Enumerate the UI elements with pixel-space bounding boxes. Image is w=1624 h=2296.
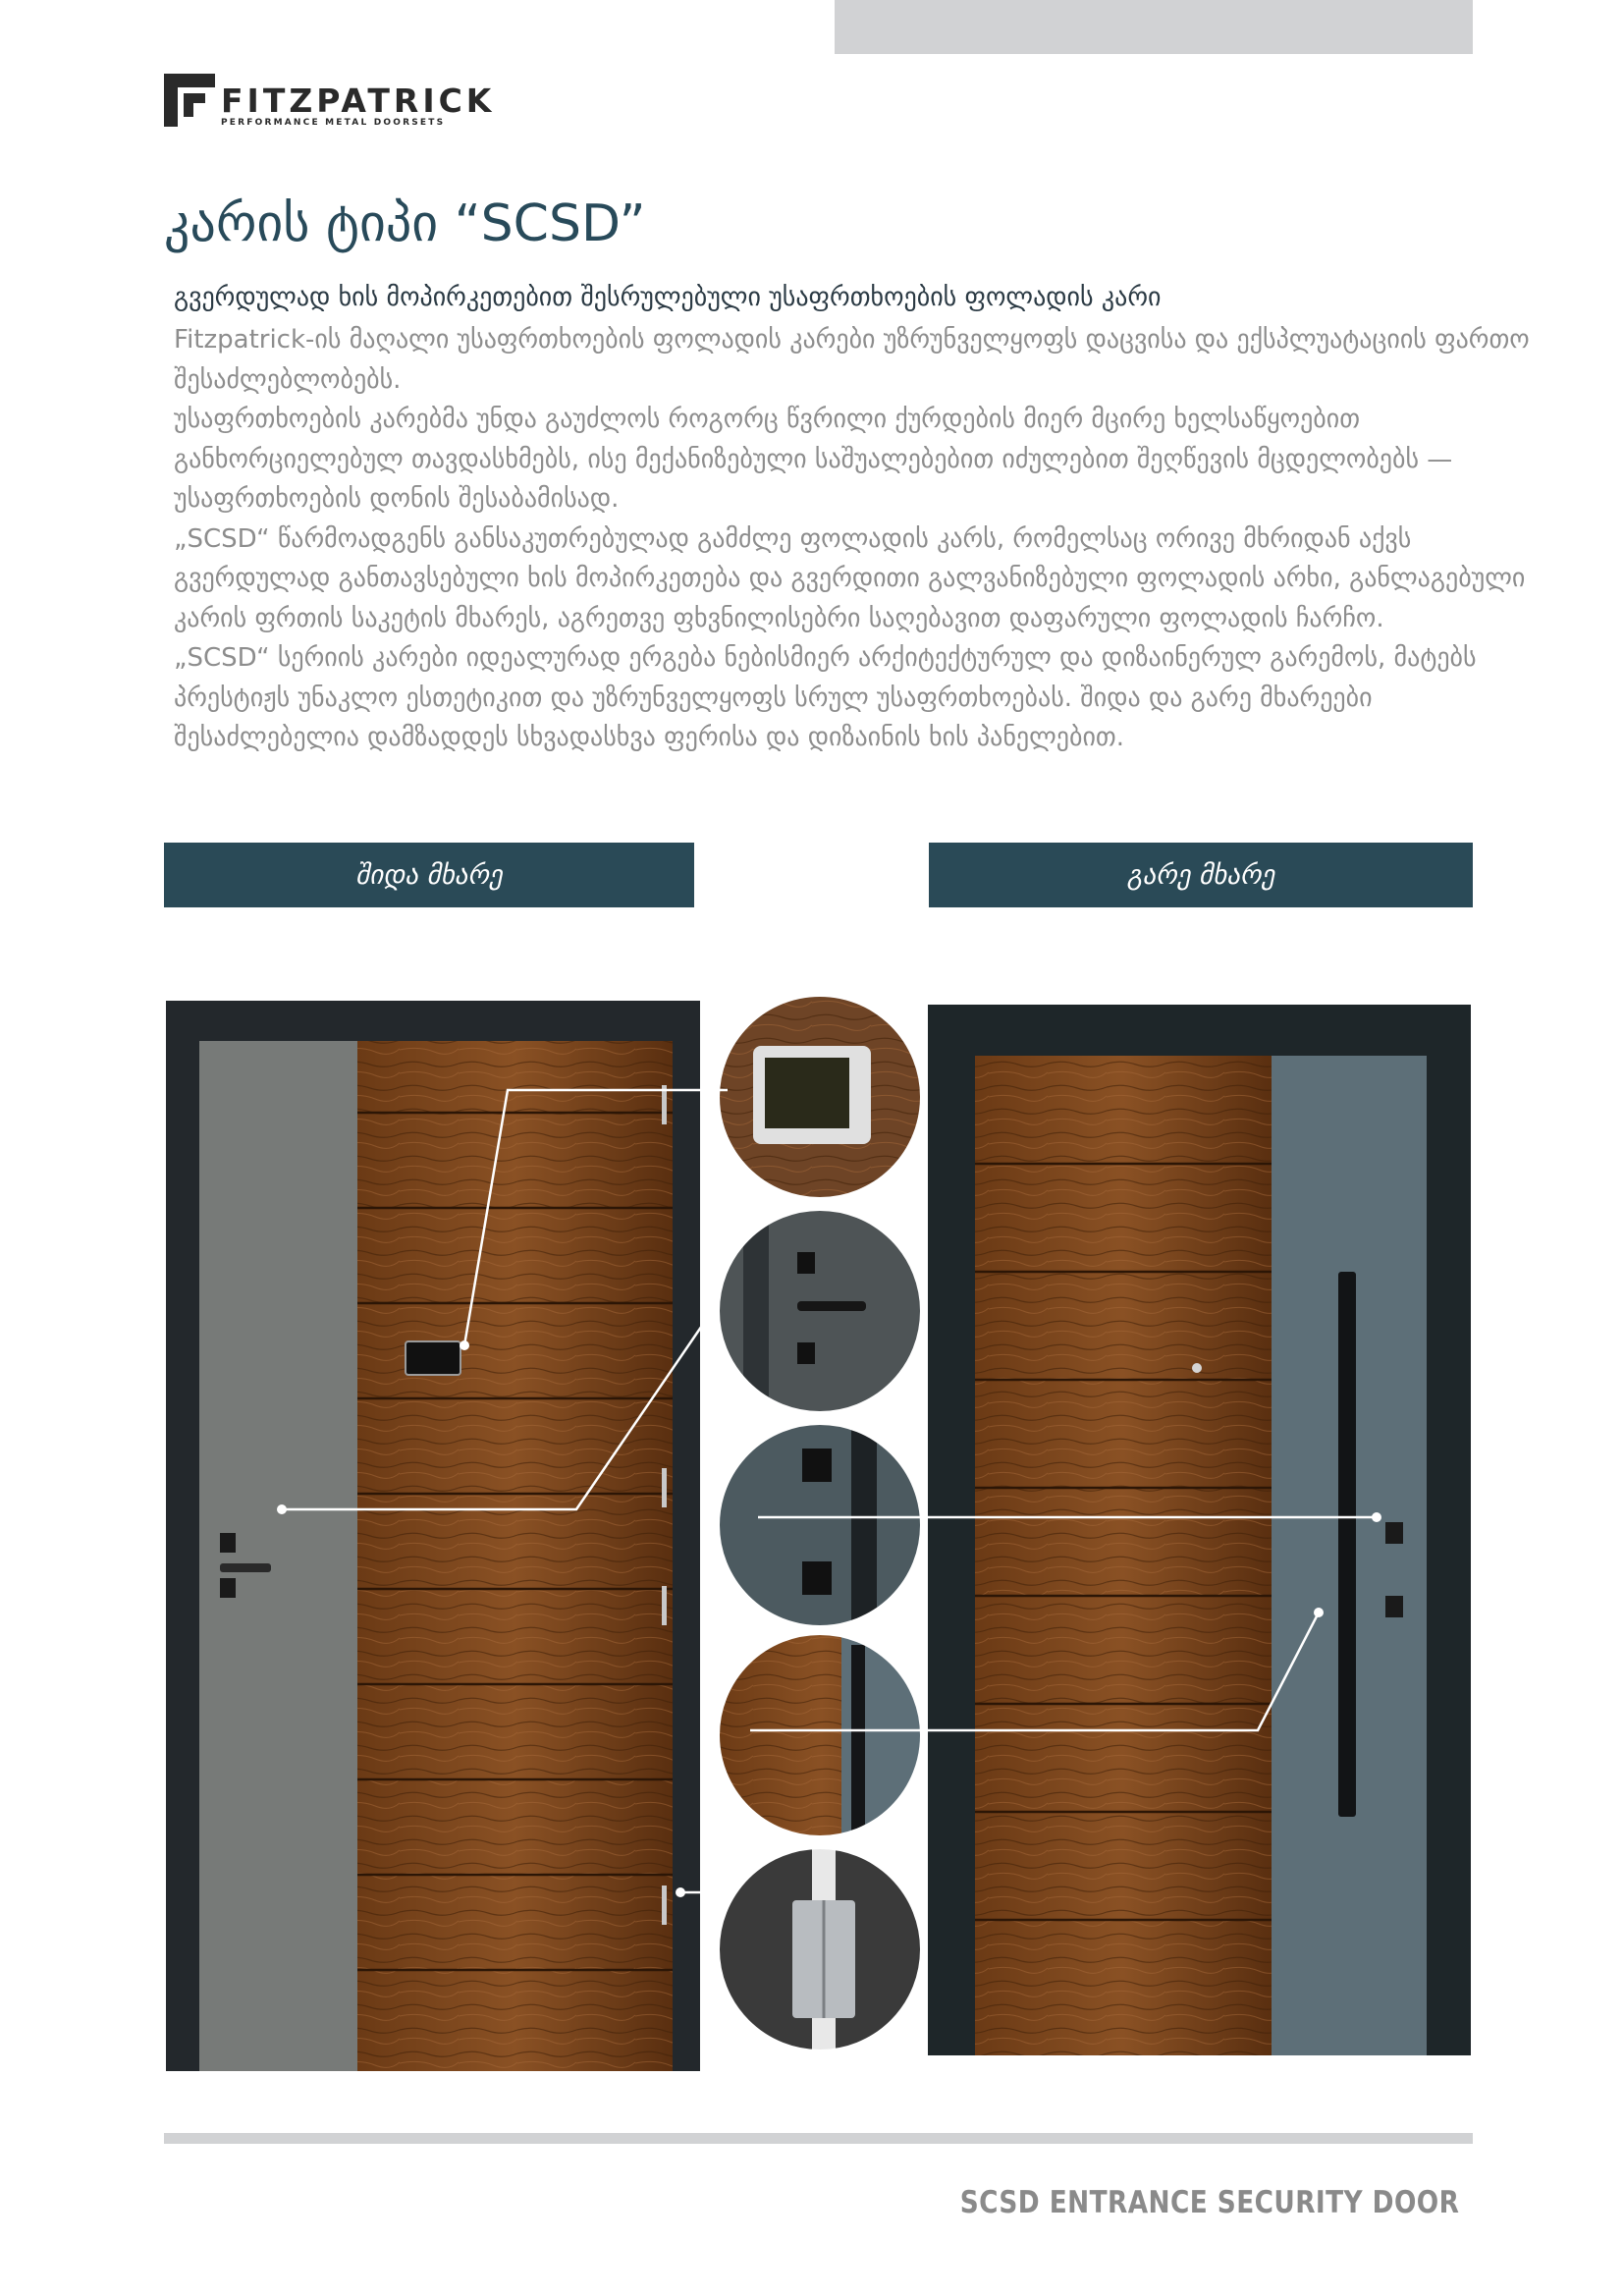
pull-handle-icon (1338, 1272, 1356, 1817)
door-product-photo (164, 987, 1473, 2087)
inside-side-label: შიდა მხარე (164, 843, 694, 907)
detail-circles (714, 987, 930, 2062)
lock-cylinder-icon (220, 1533, 236, 1553)
page-subtitle: გვერდულად ხის მოპირკეთებით შესრულებული უსაფრთხოების ფოლადის კარი (174, 283, 1162, 312)
door-handle-icon (220, 1563, 271, 1572)
brand-name: FITZPATRICK (221, 82, 496, 120)
bottom-rule (164, 2133, 1473, 2144)
footer-title: SCSD ENTRANCE SECURITY DOOR (959, 2185, 1459, 2220)
fitzpatrick-logo-icon (164, 74, 215, 127)
header-band (835, 0, 1473, 54)
paragraph: Fitzpatrick-ის მაღალი უსაფრთხოების ფოლადის კარები უზრუნველყოფს დაცვისა და ექსპლუატაციის ფართო შესაძლებლობებს. (174, 325, 1530, 395)
brand-tagline: PERFORMANCE METAL DOORSETS (221, 118, 446, 128)
peephole-icon (1192, 1363, 1202, 1373)
page-title: კარის ტიპი “SCSD” (164, 194, 646, 253)
outside-side-label: გარე მხარე (929, 843, 1473, 907)
lock-cylinder-icon (220, 1578, 236, 1598)
paragraph: „SCSD“ სერიის კარები იდეალურად ერგება ნებისმიერ არქიტექტურულ და დიზაინერულ გარემოს, მატებს პრესტიჟს უნაკლო ესთეტიკით და უზრუნველყოფს სრულ უსაფრთხოებას. შიდა და გარე მხარეები შესაძლებელია დამზადდეს სხვადასხვა ფერისა და დიზაინის ხის პანელებით. (174, 643, 1477, 752)
inside-door (166, 1001, 700, 2071)
paragraph: უსაფრთხოების კარებმა უნდა გაუძლოს როგორც წვრილი ქურდების მიერ მცირე ხელსაწყოებით განხორციელებულ თავდასხმებს, ისე მექანიზებული საშუალებებით იძულებით შეღწევის მცდელობებს — უსაფრთხოების დონის შესაბამისად. (174, 405, 1453, 514)
brand-logo (164, 72, 517, 131)
paragraph: „SCSD“ წარმოადგენს განსაკუთრებულად გამძლე ფოლადის კარს, რომელსაც ორივე მხრიდან აქვს გვერდულად განთავსებული ხის მოპირკეთება და გვერდითი გალვანიზებული ფოლადის არხი, განლაგებული კარის ფრთის საკეტის მხარეს, აგრეთვე ფხვნილისებრი საღებავით დაფარული ფოლადის ჩარჩო. (174, 523, 1526, 633)
outside-door (928, 1005, 1471, 2055)
peephole-screen-icon (406, 1341, 460, 1375)
description (174, 320, 1548, 758)
